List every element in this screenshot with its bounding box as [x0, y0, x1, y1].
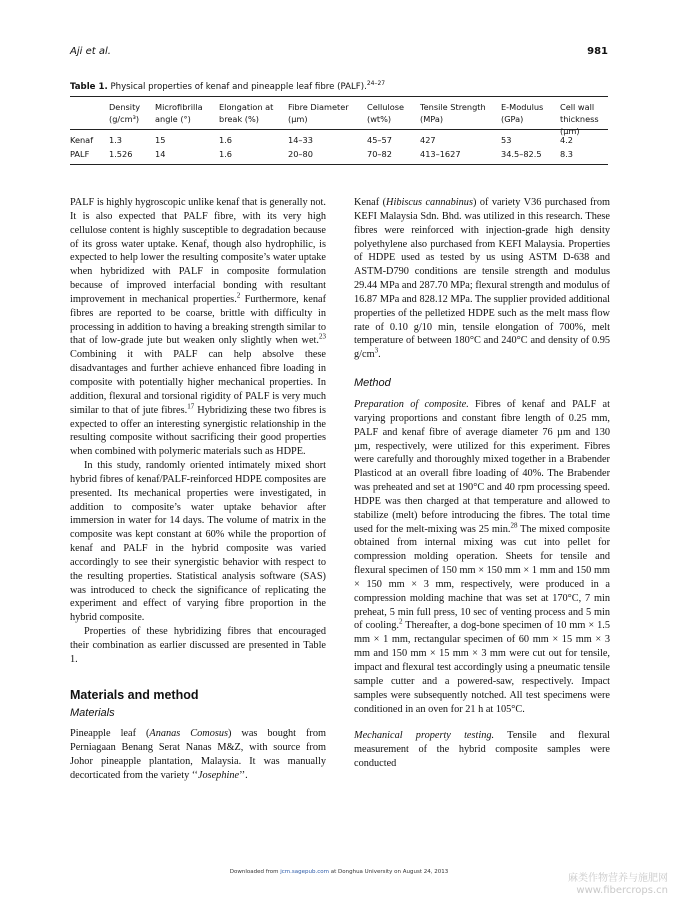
download-footer: Downloaded from jcm.sagepub.com at Donghua University on August 24, 2013 — [229, 869, 449, 875]
running-head-author: Aji et al. — [70, 46, 111, 57]
table-bottom-rule — [70, 164, 608, 165]
table-caption-refs: 24–27 — [366, 80, 386, 87]
table-top-rule — [70, 96, 608, 97]
table-cell: 45–57 — [367, 135, 392, 145]
table-cell: 20–80 — [288, 149, 313, 159]
table-row — [70, 149, 608, 161]
watermark: 麻类作物营养与施肥网 www.fibercrops.cn — [568, 873, 668, 896]
body-paragraph: Kenaf (Hibiscus cannabinus) of variety V36 purchased from KEFI Malaysia Sdn. Bhd. was utilized in this research. These fibres were reinforced with injection-grade high density polyethylene also purchased from KEFI Malaysia. Properties of HDPE used as tested by us using ASTM D-638 and ASTM-D790 conditions are tensile strength and modulus 29.44 MPa and 287.70 MPa; flexural strength and modulus of 16.87 MPa and 828.12 MPa. The supplier provided additional properties of the pelletized HDPE such as the melt mass flow rate of 0.10 g/10 min, tensile elongation of 700%, melt temperature of between 180°C and 240°C and density of 0.95 $g/cm^3$. — [354, 197, 610, 361]
table-cell: 1.3 — [109, 135, 123, 145]
col-header-cellulose: Cellulose (wt%) — [367, 102, 405, 124]
row-label: Kenaf — [70, 135, 94, 145]
body-paragraph: PALF is highly hygroscopic unlike kenaf that is generally not. It is also expected that PALF fibre, with its very high cellulose content is highly susceptible to degradation because of its gross water uptake. Kenaf, though also hydrophilic, is expected to help lower the resulting composite’s water uptake when hybridized with PALF in composite formulation because of improved interfacial bonding with resultant improvement in mechanical properties.$^2$ Furthermore, kenaf fibres are reported to be coarse, brittle with difficulty in processing in addition to having a breaking strength similar to that of low-grade jute but weaken only slightly when wet.$^{23}$ Combining it with PALF can help absolve these disadvantages and further achieve enhanced fibre loading in composite with potentially higher mechanical properties. In addition, flexural and torsional rigidity of PALF is very much similar to that of jute fibres.$^{17}$ Hybridizing these two fibres is expected to offer an interesting synergistic relationship in the resulting composite without sacrificing their good properties when combined with polymeric materials such as HDPE. — [70, 197, 326, 458]
running-head — [70, 46, 608, 62]
source-link[interactable]: jcm.sagepub.com — [280, 869, 329, 875]
col-header-microfibril-angle: Microfibrilla angle (°) — [155, 102, 203, 124]
col-header-tensile-strength: Tensile Strength (MPa) — [420, 102, 486, 124]
table-label: Table 1. — [70, 81, 108, 92]
section-heading: Materials and method — [70, 687, 199, 702]
table-caption — [70, 80, 385, 92]
body-paragraph: In this study, randomly oriented intimately mixed short hybrid fibres of kenaf/PALF-reinforced HDPE composites are presented. Its mechanical properties were investigated, in addition to composite’s water uptake behavior after immersion in water for 14 days. The volume of matrix in the composite was kept constant at 60% while the proportion of kenaf and PALF in the hybrid composite was varied accordingly to see their synergistic behavior with respect to the resulting properties. Statistical analysis software (SAS) was introduced to check the significance of replicating the experiment and effect of varying fibre proportion in the hybrid composite. — [70, 460, 326, 624]
body-paragraph: Preparation of composite. Fibres of kenaf and PALF at varying proportions and constant fibre length of 0.25 mm, PALF and kenaf fibre of average diameter 76 µm and 130 µm, respectively, were utilized for this experiment. Fibres were carefully and thoroughly mixed together in a Brabender Plasticod at an overall fibre loading of 40%. The Brabender was preheated and set at 190°C and 40 rpm processing speed. HDPE was then charged at that temperature and allowed to stabilize (melt) before introducing the fibres. The total time used for the melt-mixing was 25 min.$^{28}$ The mixed composite obtained from internal mixing was cut into pellet for compression molding operation. Sheets for tensile and flexural specimen of 150 mm × 150 mm × 1 mm and 150 mm × 150 mm × 3 mm, respectively, were produced in a compression molding machine that was set at 170°C, 7 min preheat, 5 min full press, 10 sec of venting process and 5 min of cooling.$^2$ Thereafter, a dog-bone specimen of 10 mm × 1.5 mm × 1 mm, rectangular specimen of 60 mm × 15 mm × 3 mm and 150 mm × 15 mm × 3 mm were cut out for tensile, impact and flexural test accordingly using a pneumatic tensile sample cutter and a powered-saw, respectively. Impact samples were subsequently notched. All test specimens were conditioned in an oven for 21 h at 105°C. — [354, 398, 610, 715]
table-cell: 70–82 — [367, 149, 392, 159]
left-column — [70, 196, 326, 783]
table-row — [70, 135, 608, 147]
body-paragraph: Pineapple leaf (Ananas Comosus) was bought from Perniagaan Benang Serat Nanas M&Z, with source from Johor pineapple plantation, Malaysia. It was manually decorticated from the variety ‘‘Josephine’’. — [70, 728, 326, 781]
right-column — [354, 196, 610, 771]
table-caption-text: Physical properties of kenaf and pineapple leaf fibre (PALF). — [110, 81, 367, 92]
body-paragraph: Properties of these hybridizing fibres that encouraged their combination as earlier discussed are presented in Table 1. — [70, 626, 326, 665]
table-cell: 8.3 — [560, 149, 574, 159]
table-cell: 14 — [155, 149, 166, 159]
table-header-rule — [70, 129, 608, 130]
row-label: PALF — [70, 149, 90, 159]
table-cell: 1.526 — [109, 149, 133, 159]
col-header-fibre-diameter: Fibre Diameter (µm) — [288, 102, 349, 124]
table-cell: 15 — [155, 135, 166, 145]
table-cell: 34.5–82.5 — [501, 149, 542, 159]
table-cell: 14–33 — [288, 135, 313, 145]
col-header-e-modulus: E-Modulus (GPa) — [501, 102, 544, 124]
table-cell: 1.6 — [219, 149, 233, 159]
table-cell: 4.2 — [560, 135, 574, 145]
body-paragraph: Mechanical property testing. Tensile and flexural measurement of the hybrid composite samples were conducted — [354, 730, 610, 770]
col-header-density: Density (g/cm³) — [109, 102, 141, 124]
subsection-heading: Materials — [70, 706, 115, 719]
col-header-elongation: Elongation at break (%) — [219, 102, 274, 124]
table-cell: 413–1627 — [420, 149, 461, 159]
table-cell: 1.6 — [219, 135, 233, 145]
page-number: 981 — [587, 46, 608, 57]
col-header-cell-wall: Cell wall thickness (µm) — [560, 102, 599, 136]
subsection-heading: Method — [354, 377, 391, 390]
table-cell: 427 — [420, 135, 436, 145]
table-header — [70, 101, 608, 136]
table-cell: 53 — [501, 135, 512, 145]
